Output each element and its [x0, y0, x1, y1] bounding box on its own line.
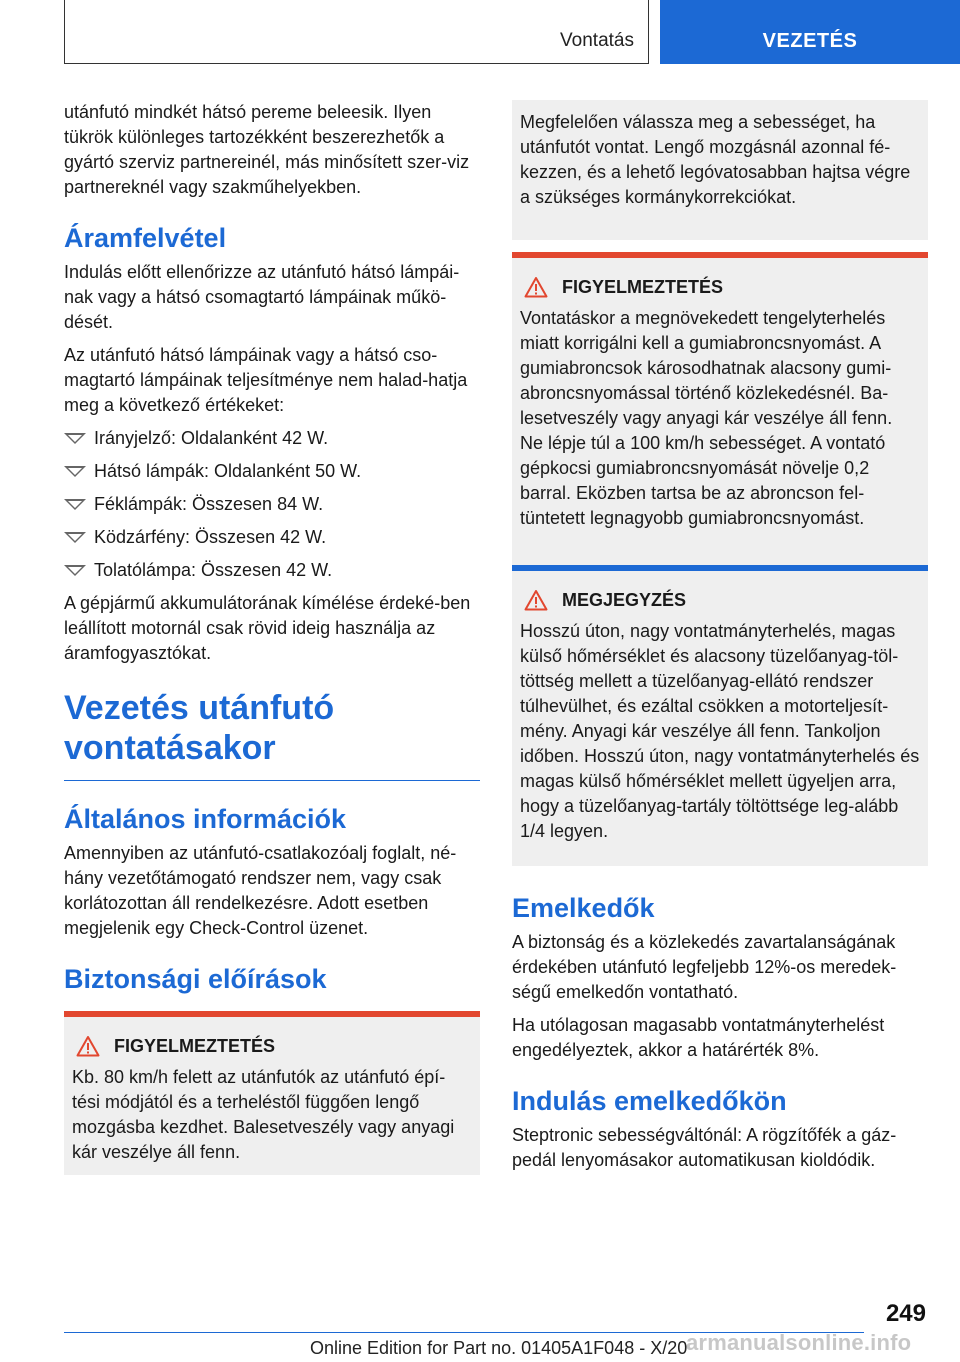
heading-safety: Biztonsági előírások: [64, 964, 327, 994]
continued-text: Megfelelően válassza meg a sebességet, ha utánfutót vontat. Lengő mozgásnál azonnal fé-kezzen, és a lehető legóvatosabban hajtsa végre a szükséges kormánykorrekciókat.: [520, 112, 911, 207]
warning-text: Kb. 80 km/h felett az utánfutók az utánfutó épí-tési módjától és a terheléstől függően lengő mozgásba kezdhet. Balesetveszély vagy anyagi kár veszélye áll fenn.: [72, 1067, 455, 1162]
left-column: [64, 100, 480, 1175]
warning-title-row: [520, 276, 920, 298]
triangle-bullet-icon: [64, 565, 86, 576]
note-title-row: [520, 589, 920, 611]
right-column: [512, 100, 928, 1181]
list-item: Hátsó lámpák: Oldalanként 50 W.: [64, 459, 480, 484]
note-text: Hosszú úton, nagy vontatmányterhelés, magas külső hőmérséklet és alacsony tüzelőanyag-töl-töttség mellett a tüzelőanyag-ellátó rendszer túlhevülhet, és ezáltal csökken a motorteljesít-mény. Anyagi kár veszélye áll fenn. Tankoljon időben. Hosszú úton, nagy vontatmányterhelés és magas külső hőmérséklet mellett ügyeljen arra, hogy a tüzelőanyag-tartály töltöttsége leg-alább 1/4 legyen.: [520, 621, 920, 841]
list-item: Ködzárfény: Összesen 42 W.: [64, 525, 480, 550]
list-item: Féklámpák: Összesen 84 W.: [64, 492, 480, 517]
slopes-paragraph-1: A biztonság és a közlekedés zavartalanságának érdekében utánfutó legfeljebb 12%-os meredek-ségű emelkedőn vontatható.: [512, 932, 897, 1002]
note-box: [512, 565, 928, 866]
edition-text: Online Edition for Part no. 01405A1F048 - X/20: [310, 1338, 688, 1358]
heading-driving-with-trailer: Vezetés utánfutó vontatásakor: [64, 688, 480, 781]
hill-start-paragraph: Steptronic sebességváltónál: A rögzítőfék a gáz-pedál lenyomásakor automatikusan kioldódik.: [512, 1125, 897, 1170]
heading-general-info: Általános információk: [64, 804, 347, 834]
section-title: Vontatás: [560, 30, 634, 51]
page-header: [0, 0, 960, 66]
triangle-bullet-icon: [64, 532, 86, 543]
triangle-bullet-icon: [64, 466, 86, 477]
warning-title: FIGYELMEZTETÉS: [114, 1035, 276, 1056]
heading-slopes: Emelkedők: [512, 893, 655, 923]
warning-box-1: [64, 1011, 480, 1175]
warning-triangle-icon: [76, 1035, 100, 1057]
power-paragraph-2: Az utánfutó hátsó lámpáinak vagy a hátsó cso-magtartó lámpáinak teljesítménye nem halad-hatja meg a következő értékeket:: [64, 345, 468, 415]
warning-triangle-icon: [524, 276, 548, 298]
general-paragraph: Amennyiben az utánfutó-csatlakozóalj foglalt, né-hány vezetőtámogató rendszer nem, vagy csak korlátozottan áll rendelkezésre. Adott esetben megjelenik egy Check-Control üzenet.: [64, 843, 457, 938]
warning-text: Vontatáskor a megnövekedett tengelyterhelés miatt korrigálni kell a gumiabroncsnyomást. A gumiabroncsok károsodhatnak alacsony gumi-abroncsnyomással történő közlekedésnél. Ba-lesetveszély vagy anyagi kár veszélye áll fenn. Ne lépje túl a 100 km/h sebességet. A vontató gépkocsi gumiabroncsnyomását növelje 0,2 barral. Eközben tartsa be az abroncson fel-tüntetett legnagyobb gumiabroncsnyomást.: [520, 308, 893, 528]
section-tab: [64, 0, 649, 64]
heading-power: Áramfelvétel: [64, 223, 227, 253]
warning-title-row: [72, 1035, 472, 1057]
warning-title: FIGYELMEZTETÉS: [562, 276, 724, 297]
triangle-bullet-icon: [64, 433, 86, 444]
power-paragraph-1: Indulás előtt ellenőrizze az utánfutó hátsó lámpái-nak vagy a hátsó csomagtartó lámpáinak műkö-dését.: [64, 262, 460, 332]
page-number: 249: [885, 1300, 926, 1327]
list-item: Tolatólámpa: Összesen 42 W.: [64, 558, 480, 583]
continued-box: [512, 100, 928, 240]
note-title: MEGJEGYZÉS: [562, 589, 687, 610]
warning-triangle-icon: [524, 589, 548, 611]
wattage-list: [64, 426, 480, 583]
chapter-tab: [660, 0, 960, 64]
watermark: armanualsonline.info: [686, 1330, 912, 1355]
triangle-bullet-icon: [64, 499, 86, 510]
power-paragraph-3: A gépjármű akkumulátorának kímélése érdeké-ben leállított motornál csak rövid ideig használja az áramfogyasztókat.: [64, 593, 471, 663]
warning-box-2: [512, 252, 928, 565]
slopes-paragraph-2: Ha utólagosan magasabb vontatmányterhelést engedélyeztek, akkor a határérték 8%.: [512, 1015, 885, 1060]
chapter-title: VEZETÉS: [762, 30, 858, 52]
intro-paragraph: utánfutó mindkét hátsó pereme beleesik. Ilyen tükrök különleges tartozékként beszerezhetők a gyártó szerviz partnereinél, más minősített szer-viz partnereknél vagy szakműhelyekben.: [64, 102, 470, 197]
heading-hill-start: Indulás emelkedőkön: [512, 1086, 787, 1116]
list-item: Irányjelző: Oldalanként 42 W.: [64, 426, 480, 451]
